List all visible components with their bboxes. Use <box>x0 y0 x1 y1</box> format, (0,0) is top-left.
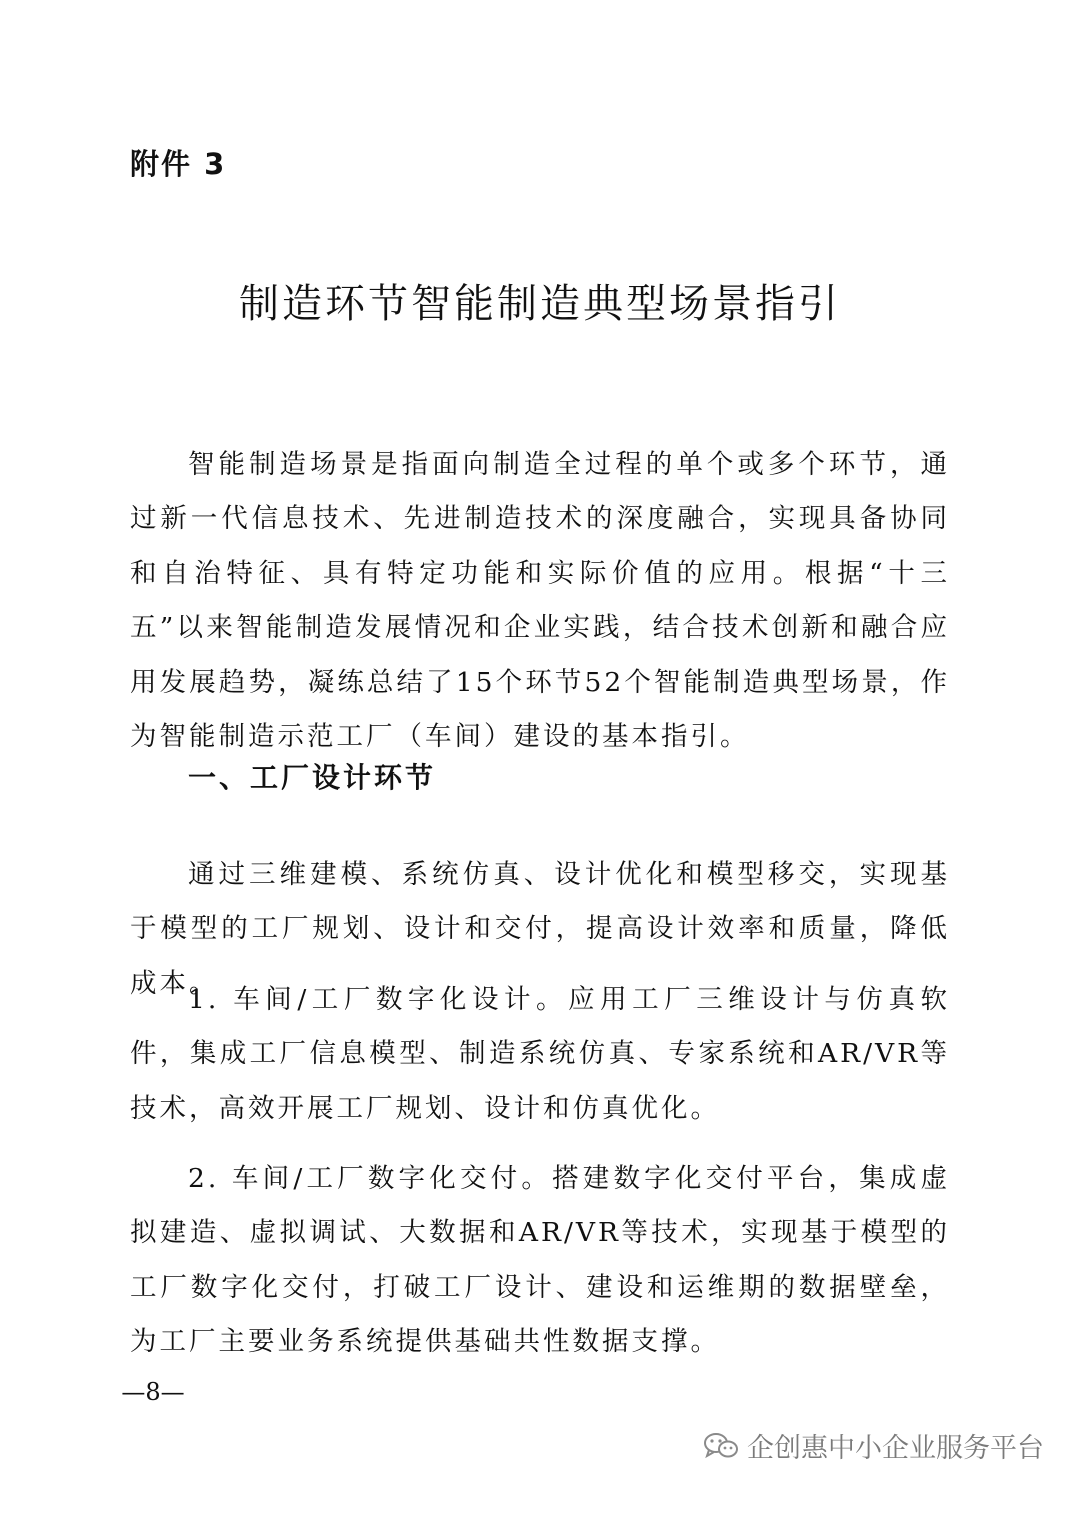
watermark-text: 企创惠中小企业服务平台 <box>747 1433 1044 1464</box>
intro-paragraph: 智能制造场景是指面向制造全过程的单个或多个环节，通过新一代信息技术、先进制造技术的深度融合，实现具备协同和自治特征、具有特定功能和实际价值的应用。根据“十三五”以来智能制造发展情况和企业实践，结合技术创新和融合应用发展趋势，凝练总结了15个环节52个智能制造典型场景，作为智能制造示范工厂（车间）建设的基本指引。 <box>130 448 950 752</box>
page-title: 制造环节智能制造典型场景指引 <box>239 281 841 327</box>
attachment-label: 附件 3 <box>130 147 227 181</box>
page-number: —8— <box>121 1378 185 1406</box>
section-heading: 一、工厂设计环节 <box>188 761 437 794</box>
watermark <box>703 1426 1044 1465</box>
section-summary: 通过三维建模、系统仿真、设计优化和模型移交，实现基于模型的工厂规划、设计和交付，提高设计效率和质量，降低成本。 <box>130 858 950 999</box>
list-item: 1. 车间/工厂数字化设计。应用工厂三维设计与仿真软件，集成工厂信息模型、制造系统仿真、专家系统和AR/VR等技术，高效开展工厂规划、设计和仿真优化。 <box>130 983 950 1124</box>
list-item: 2. 车间/工厂数字化交付。搭建数字化交付平台，集成虚拟建造、虚拟调试、大数据和AR/VR等技术，实现基于模型的工厂数字化交付，打破工厂设计、建设和运维期的数据壁垒，为工厂主要业务系统提供基础共性数据支撑。 <box>130 1162 950 1357</box>
wechat-icon <box>703 1431 739 1461</box>
